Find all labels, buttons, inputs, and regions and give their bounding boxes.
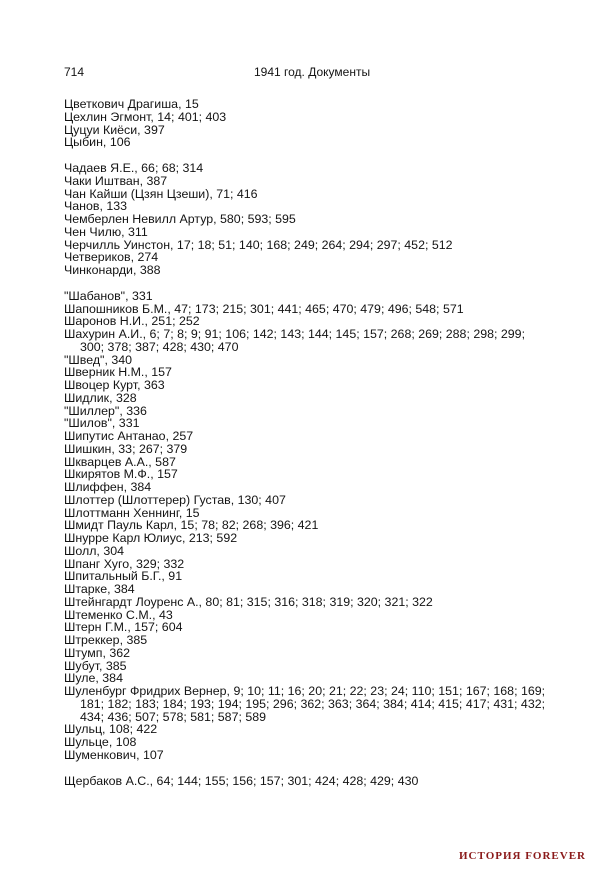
index-entry: Шапошников Б.М., 47; 173; 215; 301; 441; 465; 470; 479; 496; 548; 571 — [64, 301, 464, 316]
index-entry: Штумп, 362 — [64, 645, 131, 660]
index-entry: Штерн Г.М., 157; 604 — [64, 620, 183, 635]
index-entry: Чен Чилю, 311 — [64, 224, 148, 239]
index-entry: Шпитальный Б.Г., 91 — [64, 569, 183, 584]
name-index — [64, 98, 546, 787]
index-entry: Цыбин, 106 — [64, 135, 131, 150]
index-entry: "Шабанов", 331 — [64, 288, 153, 303]
index-entry: Чанов, 133 — [64, 199, 128, 214]
group-separator — [64, 277, 546, 290]
index-entry: Швоцер Курт, 363 — [64, 378, 165, 392]
index-entry: "Швед", 340 — [64, 352, 133, 367]
index-entry: Чаки Иштван, 387 — [64, 173, 168, 188]
index-entry: Штреккер, 385 — [64, 633, 148, 647]
running-title: 1941 год. Документы — [254, 65, 371, 79]
index-entry: Чадаев Я.Е., 66; 68; 314 — [64, 161, 204, 175]
page-number: 714 — [64, 65, 85, 79]
index-entry: Щербаков А.С., 64; 144; 155; 156; 157; 301; 424; 428; 429; 430 — [64, 773, 419, 788]
index-entry: Шубут, 385 — [64, 658, 127, 673]
index-entry: Чемберлен Невилл Артур, 580; 593; 595 — [64, 212, 296, 226]
index-entry: Цуцуи Киёси, 397 — [64, 122, 165, 137]
index-entry: Цехлин Эгмонт, 14; 401; 403 — [64, 109, 227, 124]
index-entry: Шуле, 384 — [64, 671, 123, 686]
index-entry: Шлоттманн Хеннинг, 15 — [64, 505, 200, 520]
index-entry: Шверник Н.М., 157 — [64, 365, 172, 380]
index-entry: Штейнгардт Лоуренс А., 80; 81; 315; 316; 318; 319; 320; 321; 322 — [64, 594, 433, 609]
index-entry: Шульце, 108 — [64, 735, 137, 749]
index-entry: Шнурре Карл Юлиус, 213; 592 — [64, 531, 238, 545]
index-entry: Шлоттер (Шлоттерер) Густав, 130; 407 — [64, 492, 286, 507]
index-entry: Шуменкович, 107 — [64, 747, 164, 762]
group-separator — [64, 762, 546, 775]
index-entry: "Шиллер", 336 — [64, 403, 147, 418]
index-entry: Шмидт Пауль Карл, 15; 78; 82; 268; 396; 421 — [64, 518, 319, 533]
index-entry: Шкирятов М.Ф., 157 — [64, 467, 178, 482]
index-entry: Шахурин А.И., 6; 7; 8; 9; 91; 106; 142; 143; 144; 145; 157; 268; 269; 288; 298; 299; 300; 378; 387; 428; 430; 470 — [64, 327, 526, 354]
index-entry: Черчилль Уинстон, 17; 18; 51; 140; 168; 249; 264; 294; 297; 452; 512 — [64, 237, 453, 252]
index-entry: Шаронов Н.И., 251; 252 — [64, 314, 200, 329]
index-entry: Чан Кайши (Цзян Цзеши), 71; 416 — [64, 186, 258, 201]
index-entry: Штарке, 384 — [64, 582, 135, 596]
index-entry: Шлиффен, 384 — [64, 480, 152, 494]
index-entry: Шолл, 304 — [64, 543, 124, 558]
index-entry: Шуленбург Фридрих Вернер, 9; 10; 11; 16; 20; 21; 22; 23; 24; 110; 151; 167; 168; 169; 181; 182; 183; 184; 193; 194; 195; 296; 362; 363; 364; 384; 414; 415; 417; 431; 432; 434; 436; 507; 578; 581; 587; 589 — [64, 684, 546, 724]
index-entry: Шкварцев А.А., 587 — [64, 454, 176, 469]
index-entry: Штеменко С.М., 43 — [64, 607, 173, 622]
index-entry: Шишкин, 33; 267; 379 — [64, 441, 188, 456]
watermark-logo: ИСТОРИЯ FOREVER — [459, 850, 586, 862]
index-entry: Цветкович Драгиша, 15 — [64, 97, 199, 111]
index-entry: Шпанг Хуго, 329; 332 — [64, 556, 185, 571]
index-entry: Шипутис Антанао, 257 — [64, 429, 194, 443]
index-entry: Четвериков, 274 — [64, 250, 159, 265]
index-entry: "Шилов", 331 — [64, 416, 140, 431]
index-entry: Шульц, 108; 422 — [64, 722, 158, 737]
index-entry: Чинконарди, 388 — [64, 263, 161, 277]
index-entry: Шидлик, 328 — [64, 390, 137, 405]
